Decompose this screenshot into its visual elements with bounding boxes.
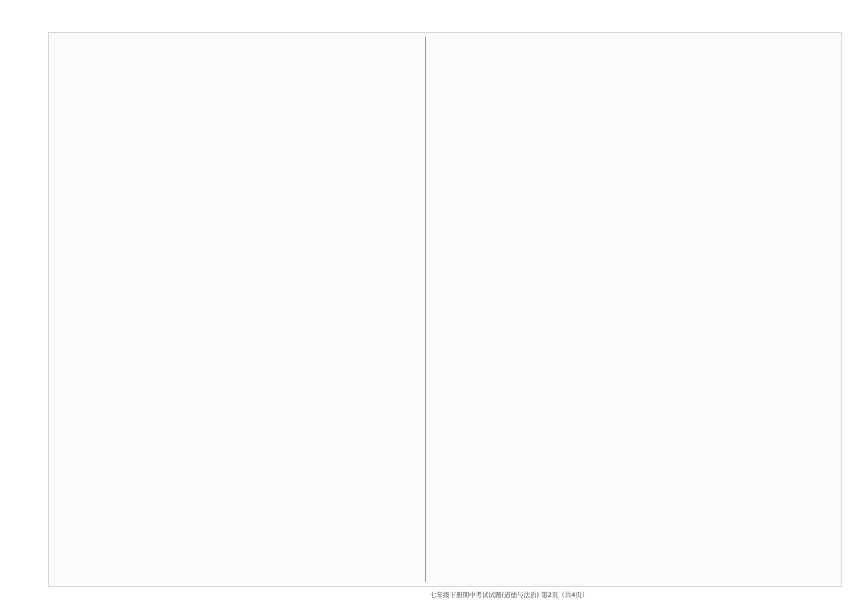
page-footer: 七年级下册期中考试试题(道德与法治) 第2页（共4页） <box>430 591 589 599</box>
column-divider <box>425 37 426 582</box>
exam-sheet <box>48 32 842 587</box>
